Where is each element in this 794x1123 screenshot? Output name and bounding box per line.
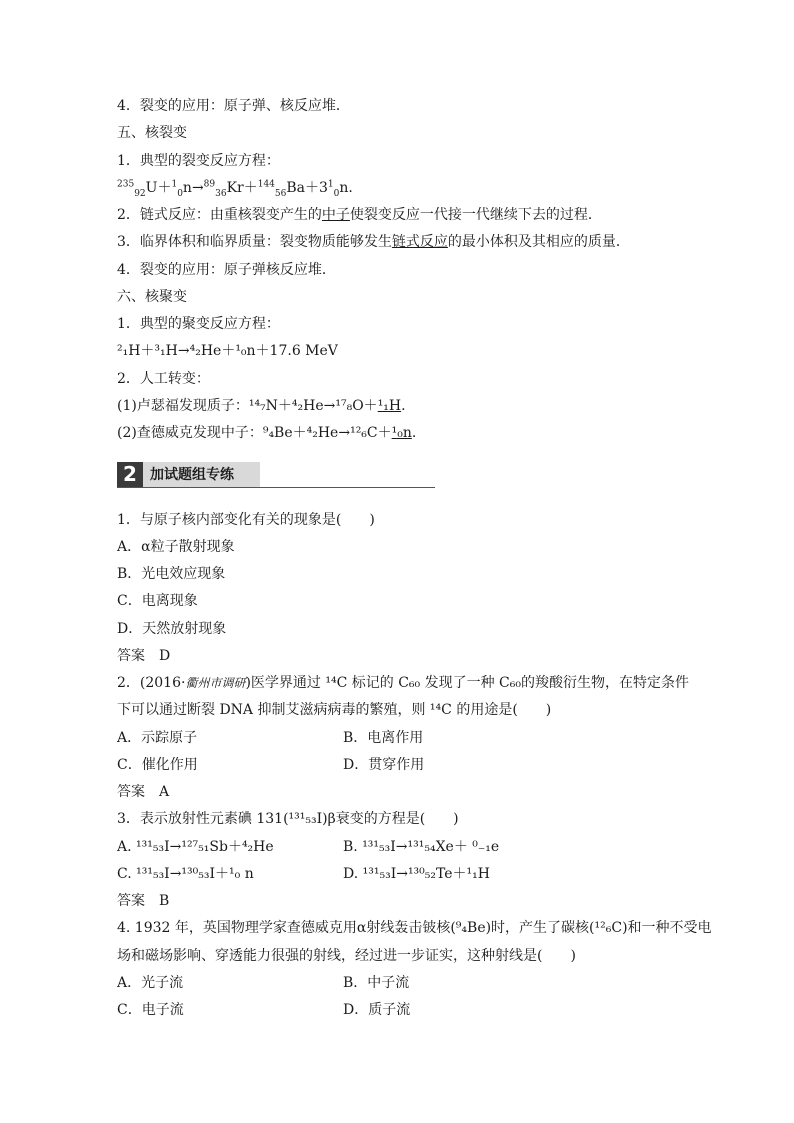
q1-option-d: D．天然放射现象 bbox=[117, 621, 227, 637]
q1-option-b: B．光电效应现象 bbox=[117, 566, 226, 582]
q1-stem: 1．与原子核内部变化有关的现象是( ) bbox=[117, 512, 375, 528]
chain-reaction-line: 2．链式反应：由重核裂变产生的中子使裂变反应一代接一代继续下去的过程． bbox=[117, 207, 602, 223]
practice-number-badge: 2 bbox=[117, 462, 143, 487]
section-six-heading: 六、核聚变 bbox=[117, 289, 187, 305]
fusion-equation: ²₁H＋³₁H→⁴₂He＋¹₀n＋17.6 MeV bbox=[117, 343, 338, 359]
chadwick-neutron-line: (2)查德威克发现中子：⁹₄Be＋⁴₂He→¹²₆C＋¹₀n. bbox=[117, 425, 417, 441]
q2-option-b: B．电离作用 bbox=[343, 730, 424, 746]
section-five-heading: 五、核裂变 bbox=[117, 125, 187, 141]
practice-header-title: 加试题组专练 bbox=[150, 467, 234, 483]
critical-mass-line: 3．临界体积和临界质量：裂变物质能够发生链式反应的最小体积及其相应的质量． bbox=[117, 234, 630, 250]
q2-source: 衢州市调研 bbox=[185, 676, 246, 690]
q1-option-a: A．α粒子散射现象 bbox=[117, 539, 235, 555]
fission-equation-label: 1．典型的裂变反应方程： bbox=[117, 153, 280, 169]
q4-option-d: D．质子流 bbox=[343, 1002, 411, 1018]
q1-option-c: C．电离现象 bbox=[117, 593, 198, 609]
rutherford-proton-line: (1)卢瑟福发现质子：¹⁴₇N＋⁴₂He→¹⁷₈O＋¹₁H. bbox=[117, 398, 406, 414]
artificial-transmutation-label: 2．人工转变： bbox=[117, 371, 210, 387]
fission-application-line: 4．裂变的应用：原子弹、核反应堆． bbox=[117, 98, 350, 114]
q4-option-b: B．中子流 bbox=[343, 975, 410, 991]
fission-equation: $^{235}_{92}U+^1_0n\to^{89}_{36}Kr+^{144}_{56}Ba+3^1_0n$. bbox=[117, 179, 353, 199]
q4-option-c: C．电子流 bbox=[117, 1002, 184, 1018]
q4-stem-line2: 场和磁场影响、穿透能力很强的射线，经过进一步证实，这种射线是( ) bbox=[117, 948, 576, 964]
practice-header-rule bbox=[117, 487, 435, 488]
q3-option-a: A. ¹³¹₅₃I→¹²⁷₅₁Sb＋⁴₂He bbox=[117, 839, 274, 855]
q4-stem-line1: 4. 1932 年，英国物理学家查德威克用α射线轰击铍核(⁹₄Be)时，产生了碳核(¹²₆C)和一种不受电 bbox=[117, 920, 712, 936]
q2-option-c: C．催化作用 bbox=[117, 757, 198, 773]
q3-option-d: D. ¹³¹₅₃I→¹³⁰₅₂Te＋¹₁H bbox=[343, 866, 490, 882]
q2-option-a: A．示踪原子 bbox=[117, 730, 198, 746]
q3-option-c: C. ¹³¹₅₃I→¹³⁰₅₃I＋¹₀ n bbox=[117, 866, 254, 882]
q3-answer: 答案 B bbox=[117, 893, 170, 909]
q2-option-d: D．贯穿作用 bbox=[343, 757, 425, 773]
fission-use-line: 4．裂变的应用：原子弹核反应堆． bbox=[117, 262, 336, 278]
q3-option-b: B. ¹³¹₅₃I→¹³¹₅₄Xe＋ ⁰₋₁e bbox=[343, 839, 500, 855]
q2-answer: 答案 A bbox=[117, 784, 170, 800]
q2-stem-line2: 下可以通过断裂 DNA 抑制艾滋病病毒的繁殖，则 ¹⁴C 的用途是( ) bbox=[117, 702, 552, 718]
q3-stem: 3．表示放射性元素碘 131(¹³¹₅₃I)β衰变的方程是( ) bbox=[117, 811, 459, 827]
q2-stem-line1: 2．(2016·衢州市调研)医学界通过 ¹⁴C 标记的 C₆₀ 发现了一种 C₆₀的羧酸衍生物，在特定条件 bbox=[117, 675, 689, 691]
q4-option-a: A．光子流 bbox=[117, 975, 184, 991]
q1-answer: 答案 D bbox=[117, 648, 171, 664]
fusion-equation-label: 1．典型的聚变反应方程： bbox=[117, 316, 280, 332]
